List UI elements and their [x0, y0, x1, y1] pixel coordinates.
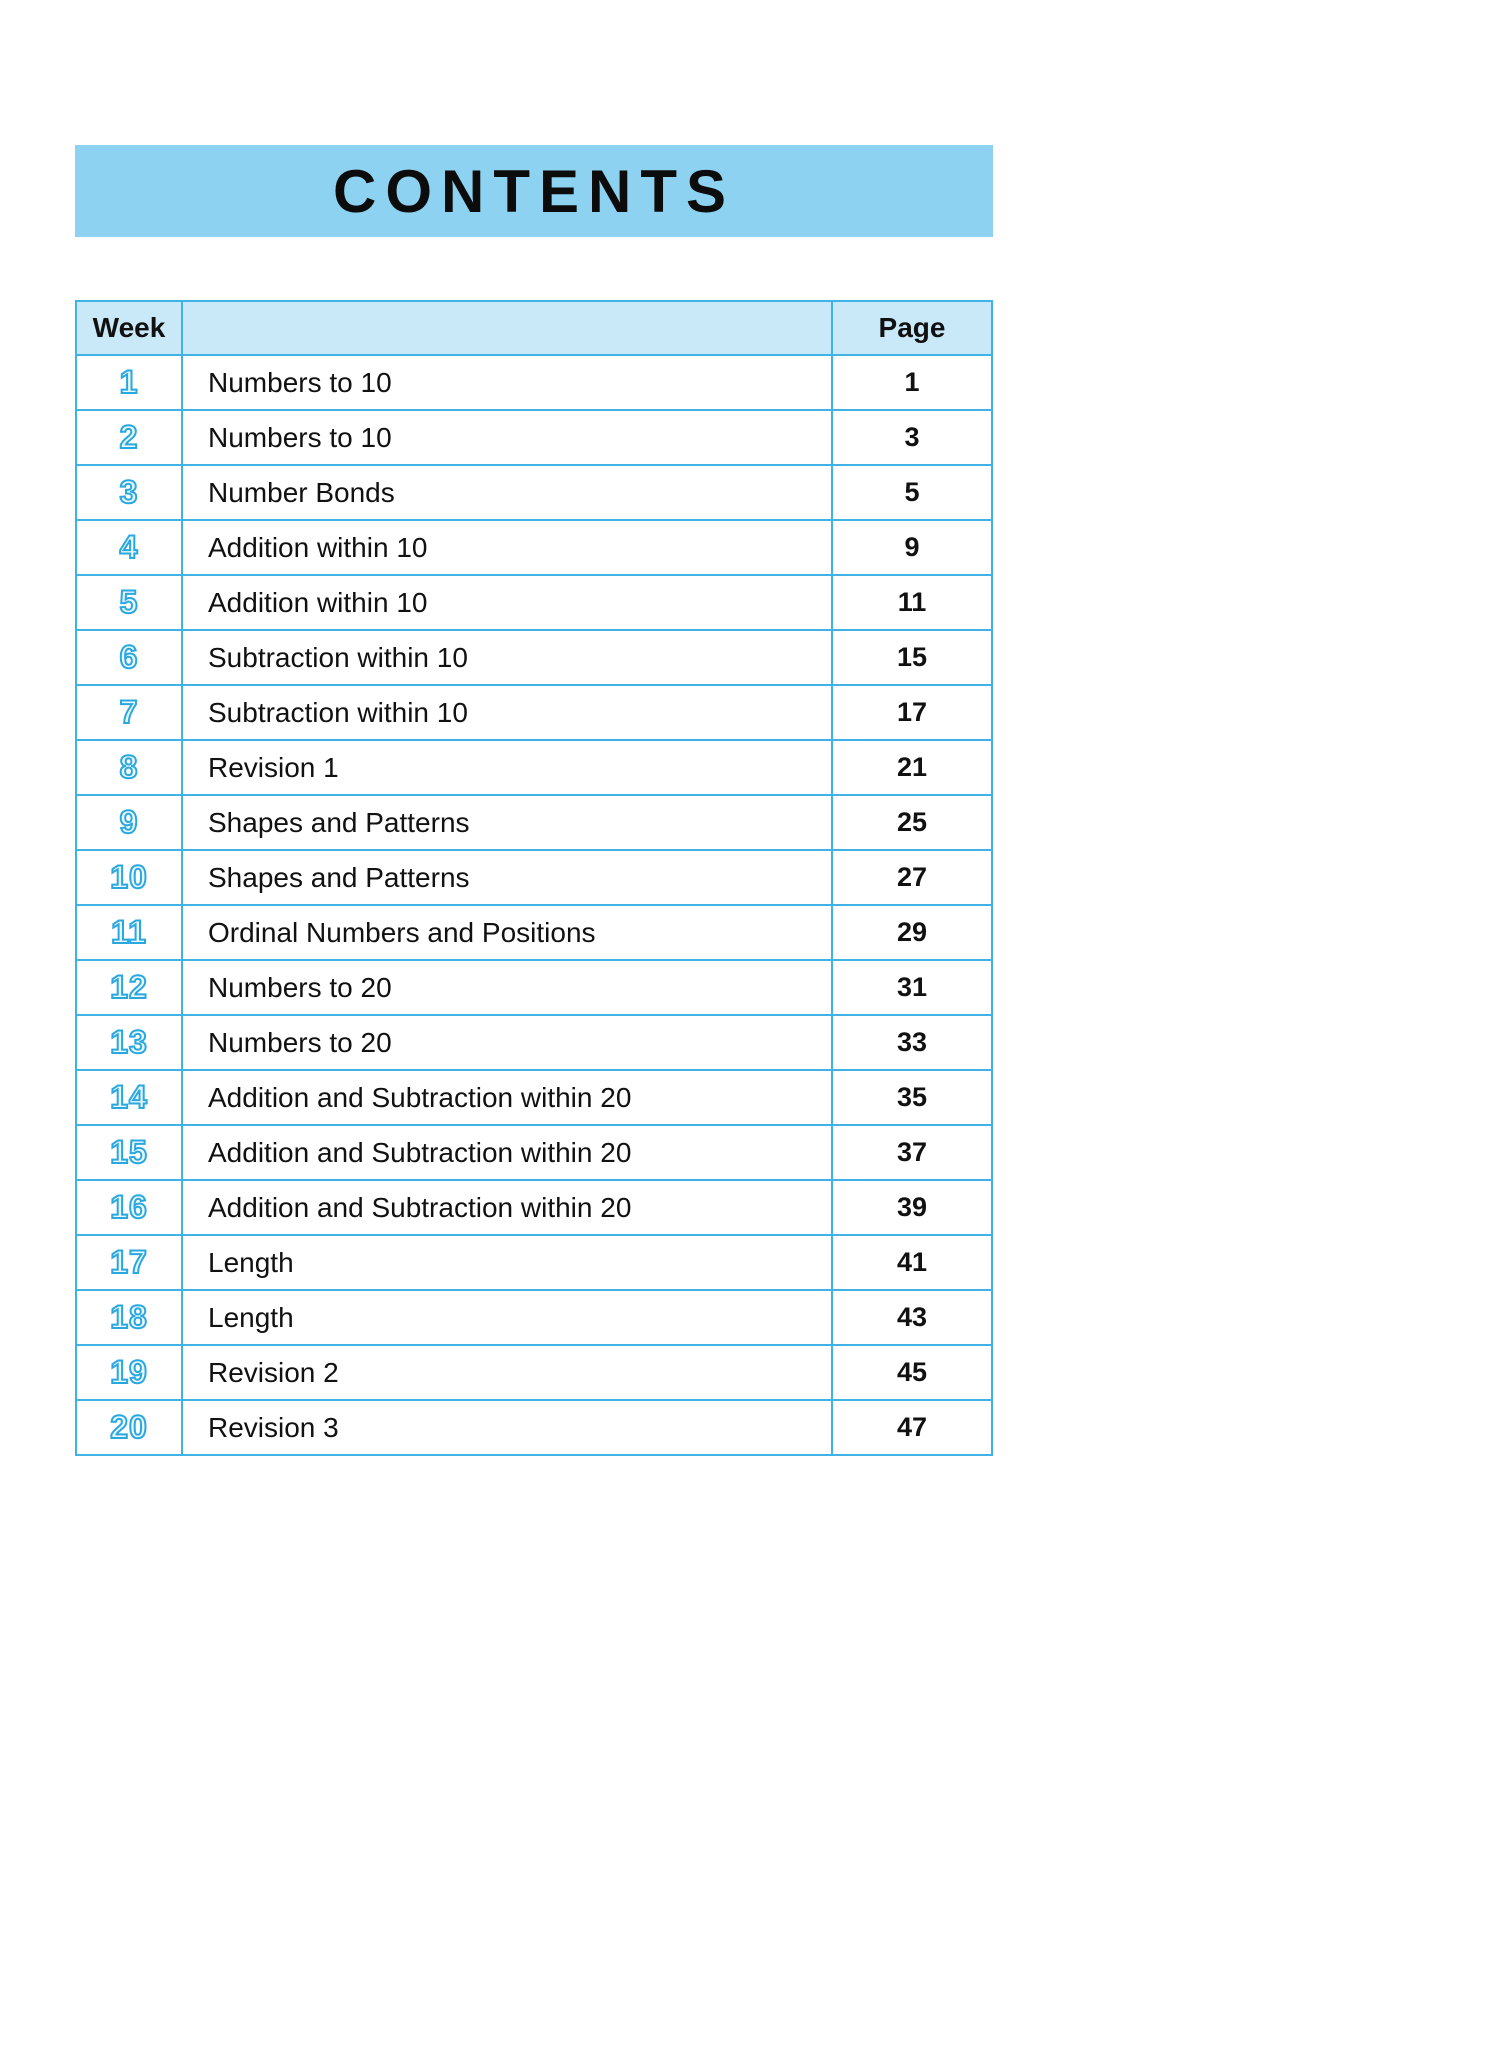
- topic-label: Revision 3: [182, 1400, 832, 1455]
- topic-label: Length: [182, 1290, 832, 1345]
- page-number: 15: [832, 630, 992, 685]
- week-number: 16: [76, 1180, 182, 1235]
- table-row: [76, 520, 992, 575]
- table-header-row: [76, 301, 992, 355]
- week-number: 2: [76, 410, 182, 465]
- topic-label: Numbers to 20: [182, 960, 832, 1015]
- table-row: [76, 630, 992, 685]
- week-number: 13: [76, 1015, 182, 1070]
- page-number: 21: [832, 740, 992, 795]
- page-number: 29: [832, 905, 992, 960]
- week-number: 10: [76, 850, 182, 905]
- week-number: 12: [76, 960, 182, 1015]
- table-row: [76, 740, 992, 795]
- table-row: [76, 1070, 992, 1125]
- table-row: [76, 960, 992, 1015]
- table-row: [76, 685, 992, 740]
- table-row: [76, 795, 992, 850]
- topic-label: Addition and Subtraction within 20: [182, 1180, 832, 1235]
- page-number: 39: [832, 1180, 992, 1235]
- week-number: 14: [76, 1070, 182, 1125]
- week-number: 17: [76, 1235, 182, 1290]
- week-number: 18: [76, 1290, 182, 1345]
- table-row: [76, 905, 992, 960]
- table-row: [76, 1400, 992, 1455]
- table-row: [76, 465, 992, 520]
- page-column-header: Page: [832, 301, 992, 355]
- week-number: 5: [76, 575, 182, 630]
- topic-label: Numbers to 10: [182, 355, 832, 410]
- week-column-header: Week: [76, 301, 182, 355]
- topic-label: Revision 2: [182, 1345, 832, 1400]
- table-row: [76, 1015, 992, 1070]
- week-number: 8: [76, 740, 182, 795]
- table-row: [76, 1235, 992, 1290]
- table-row: [76, 355, 992, 410]
- topic-label: Shapes and Patterns: [182, 850, 832, 905]
- table-row: [76, 850, 992, 905]
- page-number: 33: [832, 1015, 992, 1070]
- week-number: 9: [76, 795, 182, 850]
- topic-label: Addition and Subtraction within 20: [182, 1070, 832, 1125]
- topic-label: Ordinal Numbers and Positions: [182, 905, 832, 960]
- topic-label: Shapes and Patterns: [182, 795, 832, 850]
- topic-label: Revision 1: [182, 740, 832, 795]
- page-number: 11: [832, 575, 992, 630]
- page-number: 43: [832, 1290, 992, 1345]
- page-number: 17: [832, 685, 992, 740]
- week-number: 20: [76, 1400, 182, 1455]
- page-number: 1: [832, 355, 992, 410]
- week-number: 6: [76, 630, 182, 685]
- table-row: [76, 1180, 992, 1235]
- topic-label: Numbers to 10: [182, 410, 832, 465]
- contents-table: [75, 300, 993, 1456]
- page-number: 47: [832, 1400, 992, 1455]
- week-number: 11: [76, 905, 182, 960]
- week-number: 7: [76, 685, 182, 740]
- page-number: 35: [832, 1070, 992, 1125]
- week-number: 19: [76, 1345, 182, 1400]
- contents-table-container: [75, 300, 993, 1456]
- page-number: 31: [832, 960, 992, 1015]
- week-number: 3: [76, 465, 182, 520]
- topic-label: Numbers to 20: [182, 1015, 832, 1070]
- topic-label: Addition within 10: [182, 520, 832, 575]
- table-row: [76, 1125, 992, 1180]
- page-number: 37: [832, 1125, 992, 1180]
- topic-label: Addition and Subtraction within 20: [182, 1125, 832, 1180]
- topic-label: Subtraction within 10: [182, 630, 832, 685]
- week-number: 4: [76, 520, 182, 575]
- page-number: 45: [832, 1345, 992, 1400]
- week-number: 15: [76, 1125, 182, 1180]
- topic-label: Addition within 10: [182, 575, 832, 630]
- page-number: 25: [832, 795, 992, 850]
- topic-label: Length: [182, 1235, 832, 1290]
- table-row: [76, 410, 992, 465]
- table-row: [76, 575, 992, 630]
- page-number: 5: [832, 465, 992, 520]
- page-number: 41: [832, 1235, 992, 1290]
- contents-banner: [75, 145, 993, 237]
- topic-label: Number Bonds: [182, 465, 832, 520]
- page-number: 27: [832, 850, 992, 905]
- table-row: [76, 1345, 992, 1400]
- table-row: [76, 1290, 992, 1345]
- week-number: 1: [76, 355, 182, 410]
- page-number: 3: [832, 410, 992, 465]
- page-number: 9: [832, 520, 992, 575]
- topic-column-header: [182, 301, 832, 355]
- page-title: CONTENTS: [333, 157, 735, 225]
- topic-label: Subtraction within 10: [182, 685, 832, 740]
- contents-table-body: [76, 355, 992, 1455]
